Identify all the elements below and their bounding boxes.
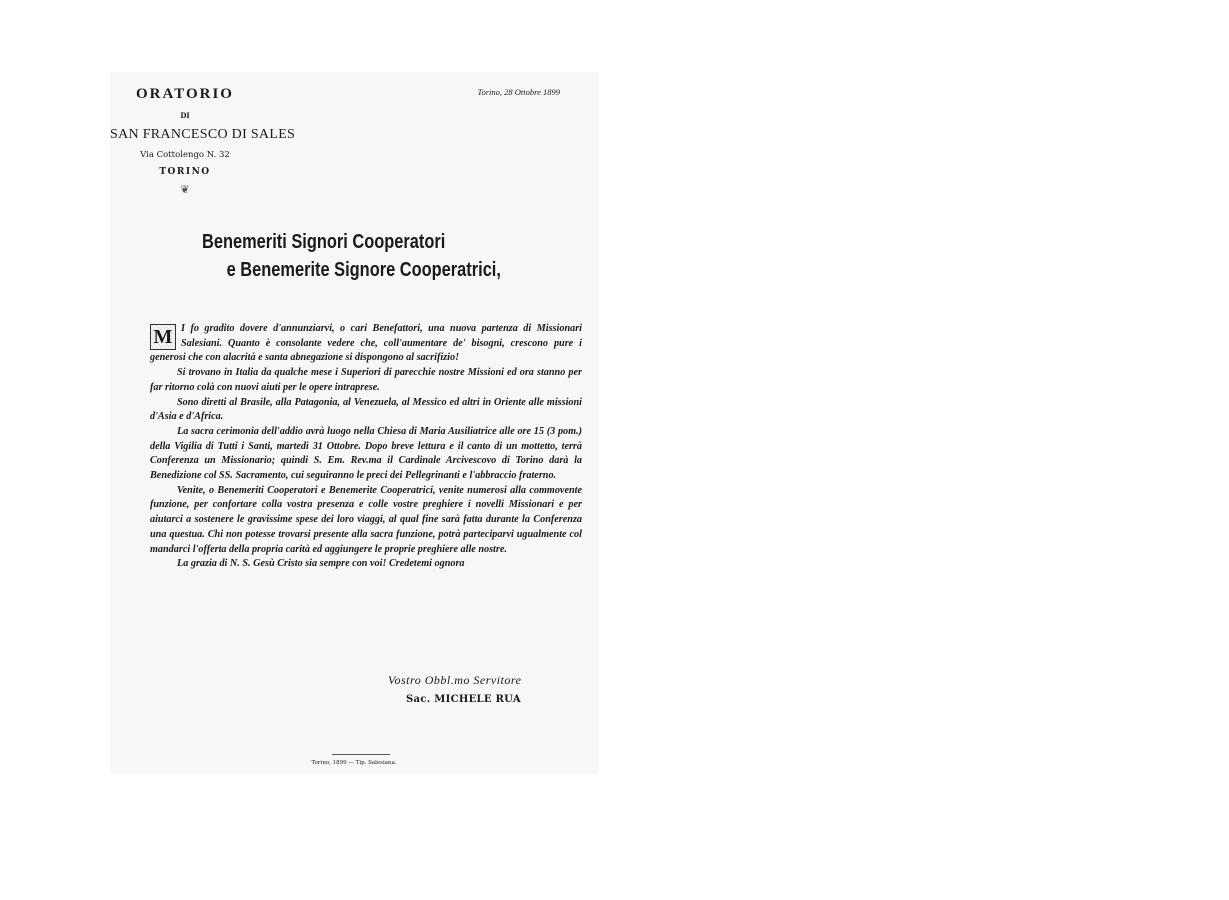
body-paragraph: Venite, o Benemeriti Cooperatori e Benemerite Cooperatrici, venite numerosi alla commovente funzione, per confortare colla vostra presenza e colle vostre preghiere i novelli Missionari e per aiutarci a sostenere le gravissime spese dei loro viaggi, al qual fine sarà fatta durante la Conferenza una questua. Chi non potesse trovarsi presente alla sacra funzione, potrà parteciparvi ugualmente col mandarci l'offerta della propria carità ed aggiungere le proprie preghiere alle nostre. bbox=[150, 484, 582, 555]
body-paragraph: Si trovano in Italia da qualche mese i Superiori di parecchie nostre Missioni ed ora stanno per far ritorno colà con nuovi aiuti per le opere intraprese. bbox=[150, 367, 582, 393]
letterhead bbox=[110, 84, 296, 196]
letter-body bbox=[150, 322, 582, 572]
salutation bbox=[202, 228, 501, 284]
letterhead-institution: SAN FRANCESCO DI SALES bbox=[110, 127, 296, 142]
body-paragraph bbox=[150, 322, 582, 366]
body-paragraph: La sacra cerimonia dell'addio avrà luogo nella Chiesa di Maria Ausiliatrice alle ore 15 (3 pom.) della Vigilia di Tutti i Santi, martedì 31 Ottobre. Dopo breve lettura e il canto di un mottetto, terrà Conferenza un Missionario; quindi S. Em. Rev.ma il Cardinale Arcivescovo di Torino darà la Benedizione col SS. Sacramento, cui seguiranno le preci dei Pellegrinanti e l'abbraccio fraterno. bbox=[150, 425, 582, 482]
printer-imprint: Torino, 1899 — Tip. Salesiana. bbox=[311, 760, 397, 766]
letterhead-address: Via Cottolengo N. 32 bbox=[140, 150, 230, 160]
body-paragraph: La grazia di N. S. Gesù Cristo sia sempre con voi! Credetemi ognora bbox=[177, 558, 465, 570]
letterhead-di: DI bbox=[180, 111, 190, 120]
letter-date: Torino, 28 Ottobre 1899 bbox=[477, 87, 560, 97]
divider bbox=[332, 754, 390, 755]
letterhead-city: TORINO bbox=[159, 167, 211, 177]
letter-page bbox=[110, 72, 598, 774]
signature-name: Sac. MICHELE RUA bbox=[406, 694, 521, 705]
letterhead-oratorio: ORATORIO bbox=[136, 86, 234, 102]
closing: Vostro Obbl.mo Servitore bbox=[388, 673, 522, 687]
dropcap: M bbox=[150, 324, 176, 350]
salutation-line-1: Benemeriti Signori Cooperatori bbox=[202, 231, 446, 253]
salutation-line-2: e Benemerite Signore Cooperatrici, bbox=[226, 259, 501, 281]
ornament-icon: ❦ bbox=[180, 183, 190, 196]
paragraph-text: I fo gradito dovere d'annunziarvi, o cari Benefattori, una nuova partenza di Missionari Salesiani. Quanto è consolante vedere che, coll'aumentare de' bisogni, crescono pure i generosi che con alacrità e santa abnegazione si dispongono al sacrifizio! bbox=[150, 323, 582, 364]
body-paragraph: Sono diretti al Brasile, alla Patagonia, al Venezuela, al Messico ed altri in Oriente alle missioni d'Asia e d'Africa. bbox=[150, 396, 582, 423]
